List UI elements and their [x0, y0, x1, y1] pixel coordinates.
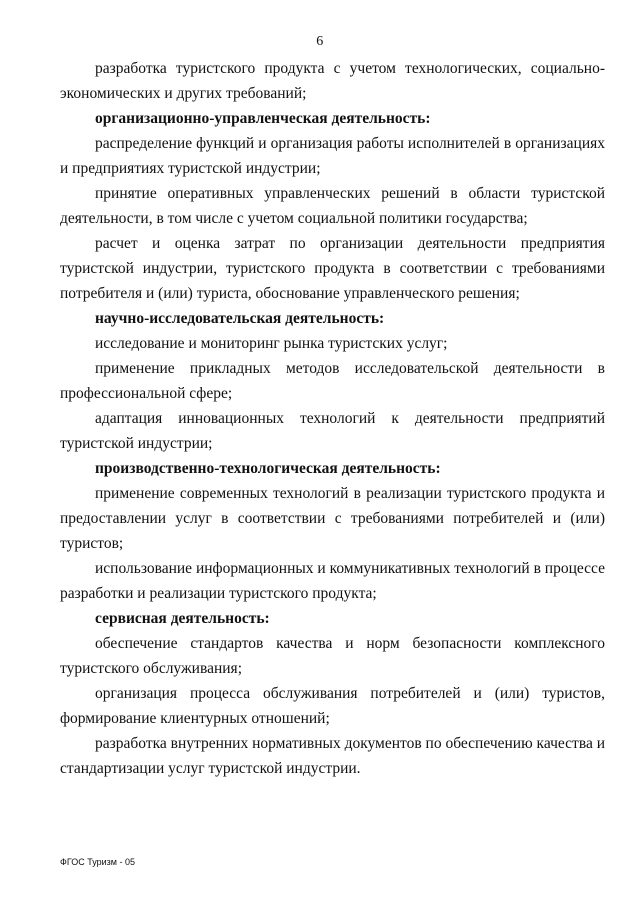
paragraph: разработка туристского продукта с учетом технологических, социально-экономических и других требований; — [60, 60, 605, 102]
section-heading: научно-исследовательская деятельность: — [95, 310, 385, 327]
paragraph: применение прикладных методов исследовательской деятельности в профессиональной сфере; — [60, 360, 605, 402]
document-body — [60, 56, 605, 781]
page-number: 6 — [316, 34, 324, 49]
section-heading: организационно-управленческая деятельность: — [95, 110, 431, 127]
section-heading: сервисная деятельность: — [95, 610, 270, 627]
paragraph: исследование и мониторинг рынка туристских услуг; — [95, 335, 448, 352]
section-heading: производственно-технологическая деятельность: — [95, 460, 441, 477]
paragraph: адаптация инновационных технологий к деятельности предприятий туристской индустрии; — [60, 410, 605, 452]
page-footer: ФГОС Туризм - 05 — [60, 857, 135, 867]
paragraph: разработка внутренних нормативных документов по обеспечению качества и стандартизации услуг туристской индустрии. — [60, 735, 605, 777]
paragraph: распределение функций и организация работы исполнителей в организациях и предприятиях туристской индустрии; — [60, 135, 605, 177]
paragraph: принятие оперативных управленческих решений в области туристской деятельности, в том числе с учетом социальной политики государства; — [60, 185, 605, 227]
paragraph: использование информационных и коммуникативных технологий в процессе разработки и реализации туристского продукта; — [60, 560, 605, 602]
paragraph: расчет и оценка затрат по организации деятельности предприятия туристской индустрии, туристского продукта в соответствии с требованиями потребителя и (или) туриста, обоснование управленческого решения; — [60, 235, 605, 302]
paragraph: организация процесса обслуживания потребителей и (или) туристов, формирование клиентурных отношений; — [60, 685, 605, 727]
paragraph: применение современных технологий в реализации туристского продукта и предоставлении услуг в соответствии с требованиями потребителей и (или) туристов; — [60, 485, 605, 552]
paragraph: обеспечение стандартов качества и норм безопасности комплексного туристского обслуживания; — [60, 635, 605, 677]
